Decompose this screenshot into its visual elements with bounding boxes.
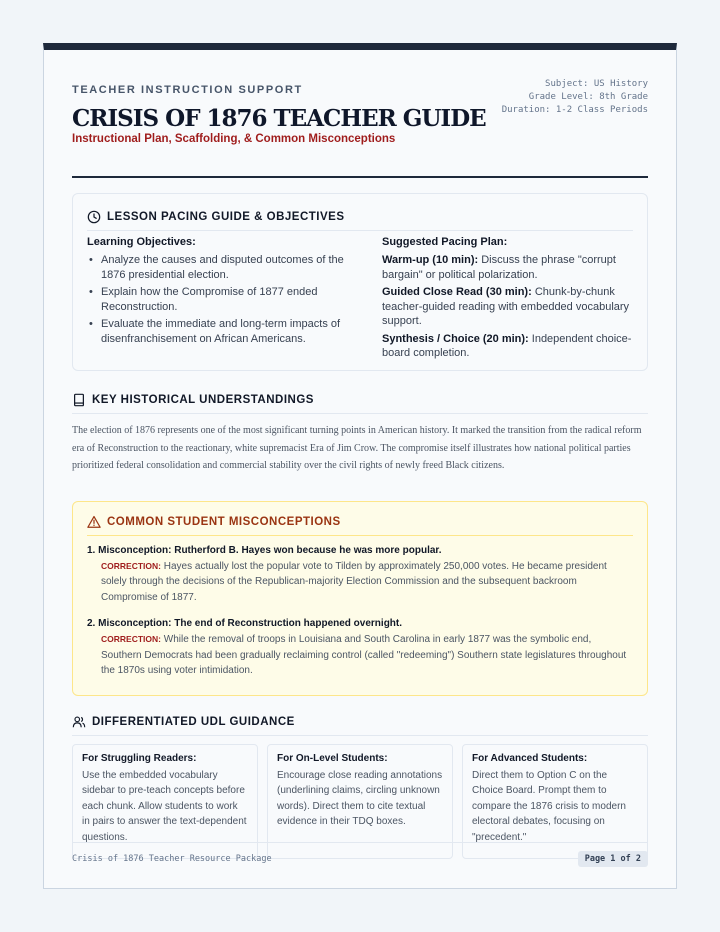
header-kicker: TEACHER INSTRUCTION SUPPORT	[72, 84, 303, 96]
understandings-paragraph: The election of 1876 represents one of the most significant turning points in American history. It marked the transition from the radical reform era of Reconstruction to the reactionary, white supremacist Era of Jim Crow. The compromise itself illustrates how national political parties prioritized federal consolidation and commercial stability over the civil rights of newly freed Black citizens.	[72, 425, 642, 471]
correction-text: Hayes actually lost the popular vote to Tilden by approximately 250,000 votes. He became president solely through the decisions of the Republican-majority Election Commission and the subsequent backroom Compromise of 1877.	[101, 560, 607, 603]
pacing-item-text: Discuss the phrase "corrupt bargain" or political polarization.	[382, 254, 616, 281]
footer-title: Crisis of 1876 Teacher Resource Package	[72, 854, 272, 864]
users-icon	[72, 715, 86, 729]
udl-card-text: Encourage close reading annotations (underlining claims, circling unknown words). Direct them to cite textual evidence in their TDQ boxes.	[277, 769, 443, 827]
pacing-item-text: Independent choice-board completion.	[382, 332, 632, 359]
plan-heading: Suggested Pacing Plan:	[382, 236, 508, 248]
udl-card-heading: For Struggling Readers:	[82, 752, 197, 764]
pacing-item	[382, 253, 632, 282]
objectives-column	[87, 236, 367, 364]
misconception-heading: 2. Misconception: The end of Reconstruction happened overnight.	[87, 618, 403, 629]
meta-subject: Subject: US History	[545, 79, 648, 89]
understandings-section	[72, 393, 648, 475]
pacing-item	[382, 285, 632, 329]
guide-page	[43, 43, 677, 889]
page-header	[72, 76, 648, 178]
page-number-badge: Page 1 of 2	[578, 851, 648, 867]
header-meta	[502, 78, 648, 117]
udl-card-heading: For Advanced Students:	[472, 752, 588, 764]
pacing-item-label: Synthesis / Choice (20 min):	[382, 332, 529, 345]
udl-card-text: Direct them to Option C on the Choice Board. Prompt them to compare the 1876 crisis to modern electoral debates, focusing on "precedent."	[472, 769, 626, 843]
page-footer	[72, 842, 648, 867]
pacing-item	[382, 332, 632, 361]
misconception-heading: 1. Misconception: Rutherford B. Hayes won because he was more popular.	[87, 544, 442, 556]
understandings-heading	[72, 393, 648, 414]
page-subtitle: Instructional Plan, Scaffolding, & Common Misconceptions	[72, 133, 396, 145]
misconceptions-title: COMMON STUDENT MISCONCEPTIONS	[107, 515, 341, 528]
meta-duration: Duration: 1-2 Class Periods	[501, 105, 648, 115]
objective-item: • Analyze the causes and disputed outcomes of the 1876 presidential election.	[87, 253, 367, 282]
udl-heading	[72, 715, 648, 736]
pacing-heading	[87, 207, 633, 231]
udl-section	[72, 715, 648, 859]
udl-card-heading: For On-Level Students:	[277, 752, 388, 764]
clock-icon	[87, 210, 101, 224]
correction-label: CORRECTION:	[101, 634, 161, 644]
objective-item: • Explain how the Compromise of 1877 ended Reconstruction.	[87, 285, 367, 314]
pacing-item-label: Guided Close Read (30 min):	[382, 286, 532, 298]
objectives-heading: Learning Objectives:	[87, 236, 196, 248]
page-title: CRISIS OF 1876 TEACHER GUIDE	[72, 105, 486, 132]
misconceptions-heading	[87, 515, 633, 536]
misconception-correction	[87, 559, 633, 606]
objective-item: • Evaluate the immediate and long-term impacts of disenfranchisement on African Americans.	[87, 317, 367, 346]
misconception-item	[87, 618, 633, 679]
pacing-title: LESSON PACING GUIDE & OBJECTIVES	[107, 210, 345, 223]
correction-label: CORRECTION:	[101, 560, 161, 571]
udl-title: DIFFERENTIATED UDL GUIDANCE	[92, 715, 295, 728]
misconception-item	[87, 545, 633, 606]
understandings-title: KEY HISTORICAL UNDERSTANDINGS	[92, 394, 314, 406]
objectives-list	[87, 253, 367, 346]
warning-icon	[87, 515, 101, 529]
pacing-item-label: Warm-up (10 min):	[382, 254, 479, 266]
correction-text: While the removal of troops in Louisiana and South Carolina in early 1877 was the symbolic end, Southern Democrats had been gradually reclaiming control (called "redeeming") Southern state legislatures throughout the 1870s using voter intimidation.	[101, 634, 627, 676]
book-icon	[72, 393, 86, 407]
pacing-plan-column	[382, 236, 632, 364]
misconception-correction	[87, 632, 633, 679]
udl-card-text: Use the embedded vocabulary sidebar to pre-teach concepts before each chunk. Allow students to work in pairs to answer the text-dependent questions.	[82, 769, 247, 843]
pacing-item-text: Chunk-by-chunk teacher-guided reading with embedded vocabulary support.	[382, 286, 630, 327]
meta-grade: Grade Level: 8th Grade	[528, 92, 648, 102]
pacing-section	[72, 193, 648, 371]
misconceptions-section	[72, 501, 648, 696]
